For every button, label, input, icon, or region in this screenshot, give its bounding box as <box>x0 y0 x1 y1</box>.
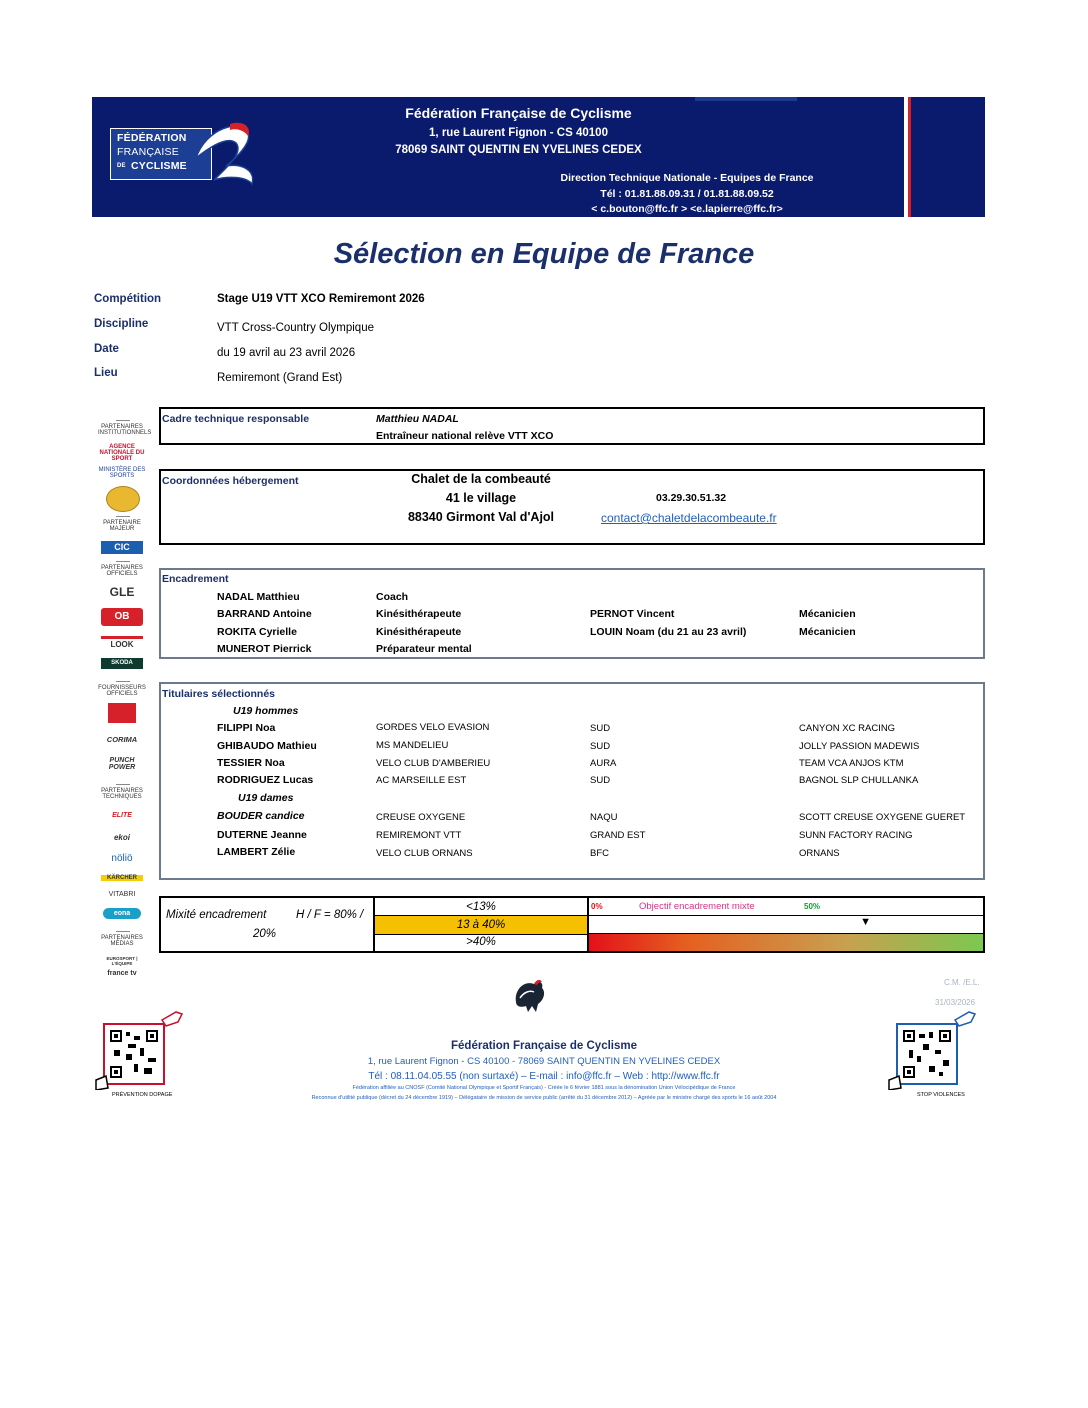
header-address2: 78069 SAINT QUENTIN EN YVELINES CEDEX <box>395 144 642 156</box>
info-label-date: Date <box>94 343 119 355</box>
rider-name: FILIPPI Noa <box>217 722 276 734</box>
cadre-label: Cadre technique responsable <box>162 413 310 425</box>
footer-legal-2: Reconnue d'utilité publique (décret du 24 décembre 1919) – Délégataire de mission de service public (arrêté du 31 décembre 2012) – Agréée par le ministre chargé des sports le 16 août 2004 <box>311 1095 777 1101</box>
rider-team: CANYON XC RACING <box>799 723 896 734</box>
staff-name: MUNEROT Pierrick <box>217 643 312 655</box>
rider-region: SUD <box>590 741 611 752</box>
sponsor-divider <box>116 516 130 517</box>
scale-gradient-bar <box>589 934 983 951</box>
qr-left-label: PRÉVENTION DOPAGE <box>112 1092 173 1098</box>
qr-right-label: STOP VIOLENCES <box>917 1092 965 1098</box>
footer-initials: C.M. /E.L. <box>944 978 980 987</box>
rider-region: SUD <box>590 775 611 786</box>
sponsor-logo-punch: PUNCH POWER <box>108 757 136 771</box>
sponsor-logo-eurosport: EUROSPORT | L'ÉQUIPE <box>106 956 138 966</box>
staff-name: ROKITA Cyrielle <box>217 626 297 638</box>
staff-role: Mécanicien <box>799 626 856 638</box>
cadre-role: Entraîneur national relève VTT XCO <box>376 430 554 442</box>
sponsor-logo-karcher: KÄRCHER <box>101 875 143 881</box>
sponsor-logo-francetv: france tv <box>107 970 137 977</box>
sponsor-heading-institutionnels: PARTENAIRES INSTITUTIONNELS <box>98 424 152 436</box>
qr-prevention-dopage[interactable] <box>92 1010 187 1102</box>
rider-team: ORNANS <box>799 848 840 859</box>
rider-name: BOUDER candice <box>217 810 305 822</box>
cadre-name: Matthieu NADAL <box>376 413 459 425</box>
hebergement-line2: 41 le village <box>445 491 517 505</box>
sponsor-logo-vitabri: VITABRI <box>108 891 136 898</box>
rider-club: AC MARSEILLE EST <box>376 775 467 786</box>
qr-code-icon <box>92 1010 187 1090</box>
hebergement-label: Coordonnées hébergement <box>162 475 299 487</box>
footer-address: 1, rue Laurent Fignon - CS 40100 - 78069 SAINT QUENTIN EN YVELINES CEDEX <box>367 1056 721 1067</box>
logo-line-1: FÉDÉRATION <box>117 132 187 144</box>
mixite-hline <box>375 934 587 935</box>
info-value-lieu: Remiremont (Grand Est) <box>217 372 343 384</box>
mixite-hline <box>375 915 587 916</box>
sponsor-logo-ministere: MINISTÈRE DES SPORTS <box>98 467 146 479</box>
rider-team: TEAM VCA ANJOS KTM <box>799 758 904 769</box>
hebergement-line1: Chalet de la combeauté <box>411 472 551 486</box>
rider-region: SUD <box>590 723 611 734</box>
scale-min-label: 0% <box>591 902 603 911</box>
women-category-label: U19 dames <box>238 792 294 804</box>
men-category-label: U19 hommes <box>233 705 299 717</box>
scale-title: Objectif encadrement mixte <box>639 901 755 912</box>
staff-role: Mécanicien <box>799 608 856 620</box>
rider-club: REMIREMONT VTT <box>376 830 462 841</box>
sponsor-heading-fournisseurs: FOURNISSEURS OFFICIELS <box>98 685 146 697</box>
rider-name: GHIBAUDO Mathieu <box>217 740 317 752</box>
rider-region: GRAND EST <box>590 830 646 841</box>
mixite-level-low: <13% <box>466 901 496 913</box>
sponsor-heading-medias: PARTENAIRES MÉDIAS <box>101 935 143 947</box>
hebergement-box <box>159 469 985 545</box>
rider-club: GORDES VELO EVASION <box>376 722 490 733</box>
sponsor-divider <box>116 420 130 421</box>
flag-stripe-red <box>908 97 911 217</box>
info-label-discipline: Discipline <box>94 318 149 330</box>
mixite-ratio-line2: 20% <box>253 928 277 940</box>
header-org: Fédération Française de Cyclisme <box>405 105 632 121</box>
header-accent-bar <box>695 97 797 101</box>
sponsor-logo-elite: ELITE <box>112 812 132 819</box>
sponsor-logo-look: LOOK <box>101 636 143 650</box>
rider-team: SUNN FACTORY RACING <box>799 830 913 841</box>
info-label-lieu: Lieu <box>94 367 118 379</box>
rider-club: CREUSE OXYGENE <box>376 812 466 823</box>
sponsor-logo-ekoi: ekoi <box>113 833 130 842</box>
footer-date: 31/03/2026 <box>935 998 976 1007</box>
logo-line-3: CYCLISME <box>131 160 187 172</box>
staff-name: LOUIN Noam (du 21 au 23 avril) <box>590 626 747 638</box>
scale-marker-icon: ▼ <box>860 916 872 928</box>
sponsor-divider <box>116 561 130 562</box>
scale-max-label: 50% <box>804 902 821 911</box>
titulaires-label: Titulaires sélectionnés <box>162 688 276 700</box>
hebergement-line3: 88340 Girmont Val d'Ajol <box>407 510 555 524</box>
sponsor-logo-corima: CORIMA <box>106 735 138 744</box>
titulaires-box <box>159 682 985 880</box>
info-value-competition: Stage U19 VTT XCO Remiremont 2026 <box>217 293 425 305</box>
rider-name: RODRIGUEZ Lucas <box>217 774 314 786</box>
qr-stop-violences[interactable] <box>885 1010 980 1102</box>
header-emails: < c.bouton@ffc.fr > <e.lapierre@ffc.fr> <box>591 203 783 215</box>
logo-line-2: FRANÇAISE <box>117 146 179 158</box>
encadrement-box <box>159 568 985 659</box>
mixite-box <box>159 896 985 953</box>
header-address1: 1, rue Laurent Fignon - CS 40100 <box>429 127 608 139</box>
rider-team: BAGNOL SLP CHULLANKA <box>799 775 919 786</box>
header-dtn: Direction Technique Nationale - Equipes de France <box>560 172 814 184</box>
staff-role: Kinésithérapeute <box>376 626 462 638</box>
sponsor-heading-majeur: PARTENAIRE MAJEUR <box>103 520 141 532</box>
info-label-competition: Compétition <box>94 293 162 305</box>
info-value-discipline: VTT Cross-Country Olympique <box>217 322 374 334</box>
header-tel: Tél : 01.81.88.09.31 / 01.81.88.09.52 <box>600 188 774 200</box>
rider-club: VELO CLUB ORNANS <box>376 848 473 859</box>
sponsor-logo-red-icon <box>108 703 136 723</box>
rider-name: DUTERNE Jeanne <box>217 829 307 841</box>
rider-region: AURA <box>590 758 617 769</box>
sponsor-logo-ob: OB <box>101 608 143 626</box>
sponsor-logo-cic: CIC <box>101 541 143 554</box>
footer-contact: Tél : 08.11.04.05.55 (non surtaxé) – E-mail : info@ffc.fr – Web : http://www.ffc.fr <box>368 1071 720 1082</box>
ffc-logo <box>110 118 258 188</box>
staff-role: Kinésithérapeute <box>376 608 462 620</box>
cadre-box <box>159 407 985 445</box>
sponsor-logo-ans: AGENCE NATIONALE DU SPORT <box>99 444 145 462</box>
rider-club: VELO CLUB D'AMBERIEU <box>376 758 491 769</box>
rooster-icon <box>510 976 548 1016</box>
rider-name: LAMBERT Zélie <box>217 846 296 858</box>
mixite-ratio-line1: H / F = 80% / <box>296 909 364 921</box>
mixite-level-high: >40% <box>466 936 496 948</box>
info-value-date: du 19 avril au 23 avril 2026 <box>217 347 356 359</box>
footer-legal-1: Fédération affiliée au CNOSF (Comité National Olympique et Sportif Français) - Créée le 6 février 1881 sous la dénomination Union Vélocipédique de France <box>352 1085 736 1091</box>
staff-name: PERNOT Vincent <box>590 608 675 620</box>
rider-club: MS MANDELIEU <box>376 740 449 751</box>
sponsor-logo-gle: GLE <box>109 585 135 599</box>
hebergement-email-link[interactable]: contact@chaletdelacombeaute.fr <box>601 511 777 525</box>
rider-name: TESSIER Noa <box>217 757 285 769</box>
sponsor-divider <box>116 931 130 932</box>
sponsor-badge-icon <box>106 486 140 512</box>
rider-region: BFC <box>590 848 609 859</box>
sponsor-logo-eona: eona <box>103 908 141 919</box>
sponsor-heading-officiels: PARTENAIRES OFFICIELS <box>101 565 143 577</box>
qr-code-icon <box>885 1010 980 1090</box>
hebergement-phone: 03.29.30.51.32 <box>656 492 727 504</box>
staff-role: Préparateur mental <box>376 643 472 655</box>
rider-region: NAQU <box>590 812 618 823</box>
logo-de: DE <box>117 163 126 169</box>
encadrement-label: Encadrement <box>162 573 229 585</box>
staff-name: BARRAND Antoine <box>217 608 312 620</box>
staff-name: NADAL Matthieu <box>217 591 300 603</box>
sponsor-divider <box>116 784 130 785</box>
mixite-level-mid: 13 à 40% <box>375 916 587 934</box>
staff-role: Coach <box>376 591 409 603</box>
mixite-hline <box>589 915 983 916</box>
rider-team: SCOTT CREUSE OXYGENE GUERET <box>799 812 966 823</box>
sponsor-divider <box>116 681 130 682</box>
sponsor-logo-skoda: SKODA <box>101 658 143 669</box>
sponsor-logo-nolio: nöliö <box>111 853 133 864</box>
rider-team: JOLLY PASSION MADEWIS <box>799 741 920 752</box>
sponsor-heading-techniques: PARTENAIRES TECHNIQUES <box>101 788 143 800</box>
ffc-logo-swoosh-icon <box>186 118 258 188</box>
footer-org: Fédération Française de Cyclisme <box>451 1040 637 1052</box>
mixite-label: Mixité encadrement <box>166 909 267 921</box>
page-title: Sélection en Equipe de France <box>333 238 755 270</box>
